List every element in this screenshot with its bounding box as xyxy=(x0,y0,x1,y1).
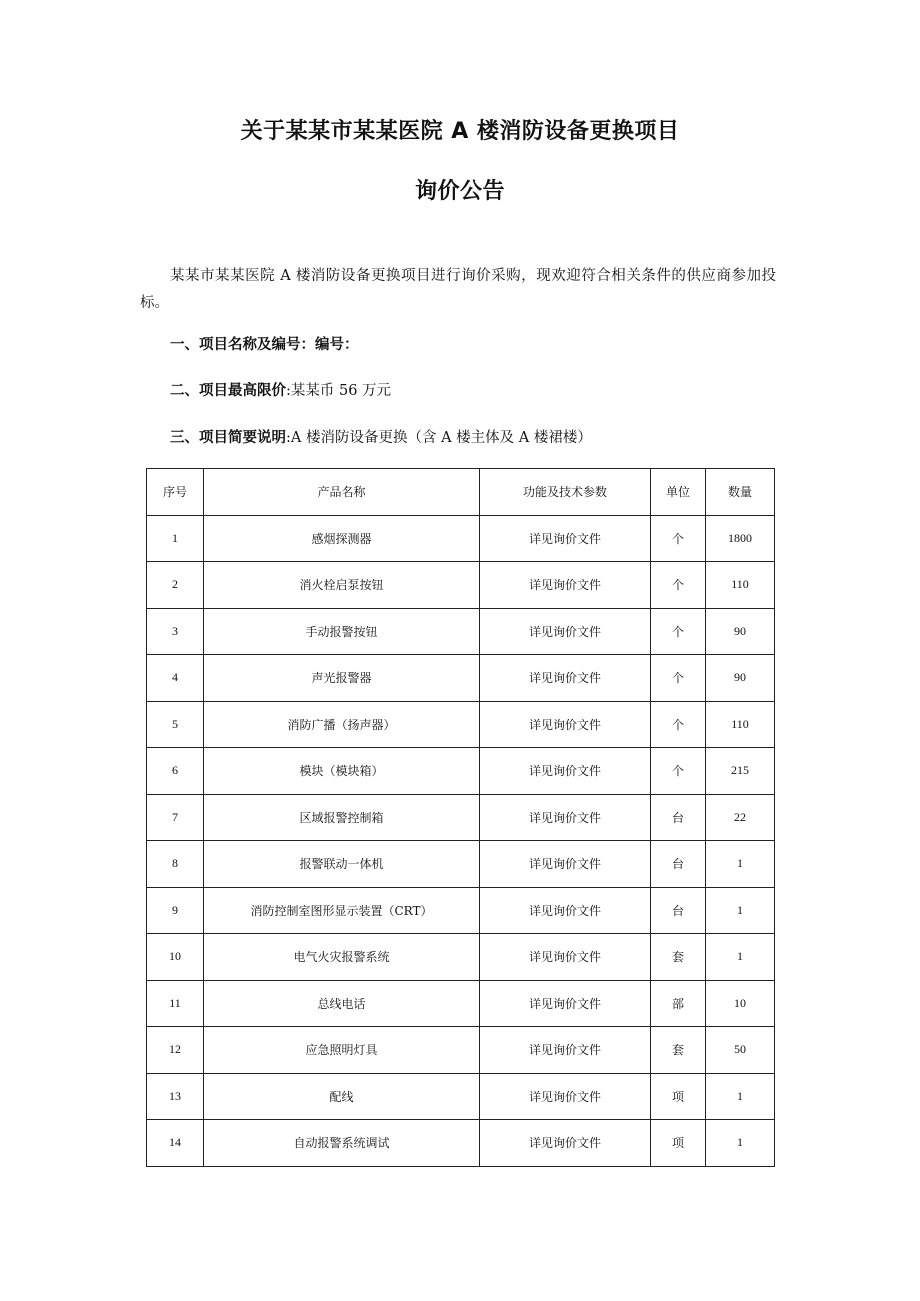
header-unit: 单位 xyxy=(651,469,706,516)
cell-spec: 详见询价文件 xyxy=(480,562,651,609)
cell-qty: 110 xyxy=(706,701,775,748)
cell-spec: 详见询价文件 xyxy=(480,1027,651,1074)
cell-no: 1 xyxy=(147,515,204,562)
cell-spec: 详见询价文件 xyxy=(480,515,651,562)
cell-name: 电气火灾报警系统 xyxy=(204,934,480,981)
cell-qty: 1 xyxy=(706,1120,775,1167)
table-row xyxy=(147,794,775,841)
cell-name: 配线 xyxy=(204,1073,480,1120)
table-row xyxy=(147,887,775,934)
cell-unit: 项 xyxy=(651,1073,706,1120)
cell-no: 6 xyxy=(147,748,204,795)
intro-paragraph: 某某市某某医院 A 楼消防设备更换项目进行询价采购，现欢迎符合相关条件的供应商参加投标。 xyxy=(140,268,776,311)
cell-unit: 台 xyxy=(651,887,706,934)
table-row xyxy=(147,1120,775,1167)
cell-no: 9 xyxy=(147,887,204,934)
cell-qty: 1 xyxy=(706,887,775,934)
section-heading: 一、项目名称及编号：编号： xyxy=(170,337,359,353)
header-qty: 数量 xyxy=(706,469,775,516)
cell-no: 13 xyxy=(147,1073,204,1120)
cell-spec: 详见询价文件 xyxy=(480,701,651,748)
cell-name: 模块（模块箱） xyxy=(204,748,480,795)
table-row xyxy=(147,655,775,702)
cell-qty: 1 xyxy=(706,1073,775,1120)
table-body xyxy=(147,515,775,1166)
cell-qty: 1800 xyxy=(706,515,775,562)
cell-name: 感烟探测器 xyxy=(204,515,480,562)
cell-unit: 台 xyxy=(651,794,706,841)
cell-qty: 110 xyxy=(706,562,775,609)
cell-qty: 50 xyxy=(706,1027,775,1074)
cell-spec: 详见询价文件 xyxy=(480,887,651,934)
cell-unit: 个 xyxy=(651,608,706,655)
cell-qty: 1 xyxy=(706,934,775,981)
cell-unit: 部 xyxy=(651,980,706,1027)
header-name: 产品名称 xyxy=(204,469,480,516)
section-heading: 三、项目简要说明 xyxy=(170,430,286,446)
cell-name: 区域报警控制箱 xyxy=(204,794,480,841)
table-row xyxy=(147,608,775,655)
section-body: :某某币 56 万元 xyxy=(286,383,392,399)
cell-spec: 详见询价文件 xyxy=(480,841,651,888)
cell-no: 10 xyxy=(147,934,204,981)
equipment-table xyxy=(146,468,775,1167)
table-row xyxy=(147,515,775,562)
cell-qty: 90 xyxy=(706,655,775,702)
cell-no: 5 xyxy=(147,701,204,748)
table-header-row xyxy=(147,469,775,516)
cell-unit: 台 xyxy=(651,841,706,888)
cell-name: 消火栓启泵按钮 xyxy=(204,562,480,609)
cell-name: 自动报警系统调试 xyxy=(204,1120,480,1167)
cell-no: 3 xyxy=(147,608,204,655)
cell-qty: 22 xyxy=(706,794,775,841)
section-project-name xyxy=(170,333,359,354)
cell-name: 应急照明灯具 xyxy=(204,1027,480,1074)
header-no: 序号 xyxy=(147,469,204,516)
cell-no: 11 xyxy=(147,980,204,1027)
cell-unit: 套 xyxy=(651,1027,706,1074)
cell-no: 2 xyxy=(147,562,204,609)
cell-unit: 个 xyxy=(651,701,706,748)
table-row xyxy=(147,1027,775,1074)
cell-no: 7 xyxy=(147,794,204,841)
cell-no: 14 xyxy=(147,1120,204,1167)
cell-spec: 详见询价文件 xyxy=(480,1120,651,1167)
cell-spec: 详见询价文件 xyxy=(480,748,651,795)
cell-qty: 90 xyxy=(706,608,775,655)
cell-name: 消防控制室图形显示装置（CRT） xyxy=(204,887,480,934)
cell-unit: 套 xyxy=(651,934,706,981)
cell-qty: 1 xyxy=(706,841,775,888)
section-max-price xyxy=(170,379,391,400)
cell-unit: 个 xyxy=(651,748,706,795)
cell-spec: 详见询价文件 xyxy=(480,1073,651,1120)
section-body: :A 楼消防设备更换（含 A 楼主体及 A 楼裙楼） xyxy=(286,430,592,446)
cell-unit: 个 xyxy=(651,515,706,562)
cell-no: 12 xyxy=(147,1027,204,1074)
cell-spec: 详见询价文件 xyxy=(480,934,651,981)
cell-unit: 个 xyxy=(651,655,706,702)
cell-no: 8 xyxy=(147,841,204,888)
cell-name: 消防广播（扬声器） xyxy=(204,701,480,748)
cell-unit: 个 xyxy=(651,562,706,609)
cell-spec: 详见询价文件 xyxy=(480,980,651,1027)
cell-unit: 项 xyxy=(651,1120,706,1167)
cell-qty: 10 xyxy=(706,980,775,1027)
table-row xyxy=(147,701,775,748)
table-row xyxy=(147,980,775,1027)
table-row xyxy=(147,1073,775,1120)
cell-spec: 详见询价文件 xyxy=(480,794,651,841)
cell-name: 声光报警器 xyxy=(204,655,480,702)
cell-name: 报警联动一体机 xyxy=(204,841,480,888)
cell-spec: 详见询价文件 xyxy=(480,608,651,655)
cell-no: 4 xyxy=(147,655,204,702)
section-heading: 二、项目最高限价 xyxy=(170,383,286,399)
cell-name: 手动报警按钮 xyxy=(204,608,480,655)
cell-qty: 215 xyxy=(706,748,775,795)
document-subtitle: 询价公告 xyxy=(414,179,505,204)
table-row xyxy=(147,562,775,609)
document-title: 关于某某市某某医院 A 楼消防设备更换项目 xyxy=(240,119,680,144)
header-spec: 功能及技术参数 xyxy=(480,469,651,516)
cell-name: 总线电话 xyxy=(204,980,480,1027)
cell-spec: 详见询价文件 xyxy=(480,655,651,702)
table-row xyxy=(147,748,775,795)
section-description xyxy=(170,426,592,447)
table-row xyxy=(147,841,775,888)
table-row xyxy=(147,934,775,981)
